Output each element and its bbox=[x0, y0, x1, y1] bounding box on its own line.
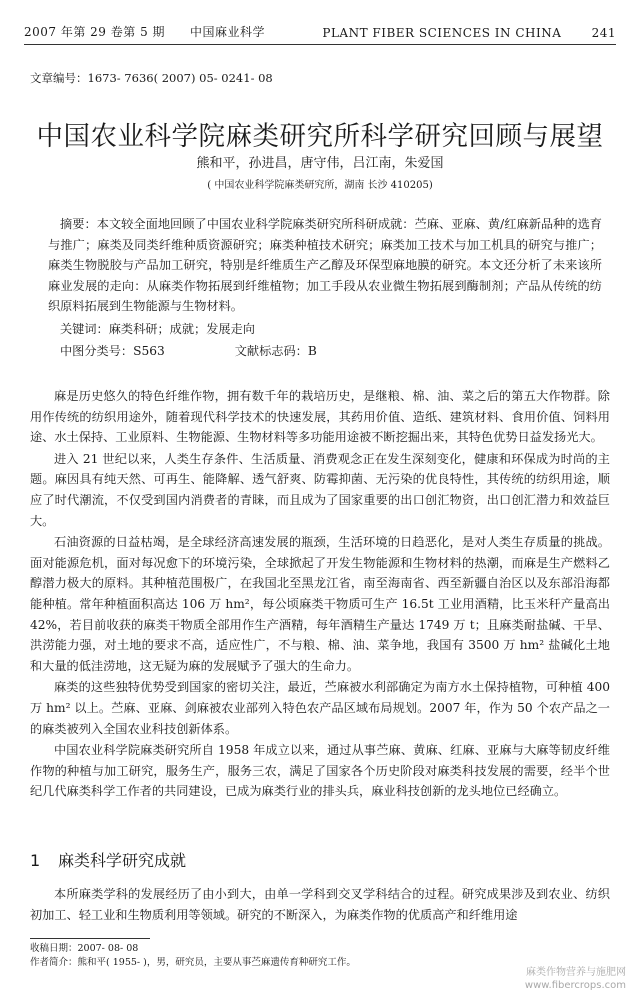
watermark-line-1: 麻类作物营养与施肥网 bbox=[526, 967, 626, 978]
page-number: 241 bbox=[591, 26, 616, 40]
body-paragraph: 进入 21 世纪以来，人类生存条件、生活质量、消费观念正在发生深刻变化，健康和环保成为时尚的主题。麻因具有纯天然、可再生、能降解、透气舒爽、防霉抑菌、无污染的优良特性，其传统的纺织用途，顺应了时代潮流，不仅受到国内消费者的青睐，而且成为了国家重要的出口创汇物资，出口创汇潜力和效益巨大。 bbox=[30, 451, 610, 528]
author-affiliation: ( 中国农业科学院麻类研究所，湖南 长沙 410205) bbox=[207, 180, 433, 191]
section-number: 1 bbox=[30, 851, 41, 870]
paper-title: 中国农业科学院麻类研究所科学研究回顾与展望 bbox=[36, 121, 604, 152]
keywords: 关键词：麻类科研；成就；发展走向 bbox=[60, 322, 255, 336]
body-paragraph: 麻是历史悠久的特色纤维作物，拥有数千年的栽培历史，是继粮、棉、油、菜之后的第五大作物群。除用作传统的纺织用途外，随着现代科学技术的快速发展，其药用价值、造纸、建筑材料、食用价值、饲料用途、水土保持、工业原料、生物能源、生物材料等多功能用途被不断挖掘出来，其特色优势日益发扬光大。 bbox=[30, 389, 610, 445]
body-paragraph: 麻类的这些独特优势受到国家的密切关注，最近，苎麻被水利部确定为南方水土保持植物，可种植 400 万 hm² 以上。苎麻、亚麻、剑麻被农业部列入特色农产品区域布局规划。2007 年，作为 50 个农产品之一的麻类被列入全国农业科技创新体系。 bbox=[30, 680, 610, 736]
body-paragraph: 石油资源的日益枯竭，是全球经济高速发展的瓶颈，生活环境的日趋恶化，是对人类生存质量的挑战。面对能源危机，面对每况愈下的环境污染，全球掀起了开发生物能源和生物材料的热潮，而麻是生产燃料乙醇潜力极大的原料。其种植范围极广，在我国北至黑龙江省，南至海南省、西至新疆自治区以及东部沿海都能种植。常年种植面积高达 106 万 hm²，每公顷麻类干物质可生产 16.5t 工业用酒精，比玉米秆产量高出 42%，若目前收获的麻类干物质全部用作生产酒精，每年酒精生产量达 1749 万 t；且麻类耐盐碱、干旱、洪涝能力强，对土地的要求不高，适应性广，不与粮、棉、油、菜争地，我国有 3500 万 hm² 盐碱化土地和大量的低洼涝地，这无疑为麻的发展赋予了强大的生命力。 bbox=[30, 535, 610, 673]
header-journal-english: PLANT FIBER SCIENCES IN CHINA bbox=[322, 26, 562, 40]
document-code: 文献标志码：B bbox=[234, 344, 317, 358]
site-watermark bbox=[525, 966, 626, 992]
body-text bbox=[30, 386, 610, 802]
classification-line bbox=[60, 342, 317, 359]
received-date: 收稿日期：2007- 08- 08 bbox=[30, 943, 139, 954]
author-bio: 作者简介：熊和平( 1955- )，男，研究员，主要从事苎麻遗传育种研究工作。 bbox=[30, 957, 356, 968]
author-list: 熊和平，孙进昌，唐守伟，吕江南，朱爱国 bbox=[196, 156, 444, 171]
article-number: 文章编号：1673- 7636( 2007) 05- 0241- 08 bbox=[30, 71, 273, 85]
footnote-divider bbox=[30, 938, 150, 939]
abstract-text: 摘要：本文较全面地回顾了中国农业科学院麻类研究所科研成就：苎麻、亚麻、黄/红麻新品种的选育与推广；麻类及同类纤维种质资源研究；麻类种植技术研究；麻类加工技术与加工机具的研究与推广；麻类生物脱胶与产品加工研究，特别是纤维质生产乙醇及环保型麻地膜的研究。本文还分析了未来该所麻业发展的走向：从麻类作物拓展到纤维植物；加工手段从农业微生物拓展到酶制剂；产品从传统的纺织原料拓展到生物能源与生物材料。 bbox=[48, 217, 602, 313]
section-paragraph: 本所麻类学科的发展经历了由小到大，由单一学科到交叉学科结合的过程。研究成果涉及到农业、纺织初加工、轻工业和生物质利用等领域。研究的不断深入，为麻类作物的优质高产和纤维用途 bbox=[30, 887, 610, 922]
section-body bbox=[30, 884, 610, 925]
section-title: 麻类科学研究成就 bbox=[58, 851, 187, 870]
running-header bbox=[24, 18, 616, 45]
footnotes bbox=[30, 942, 356, 970]
header-issue-journal: 2007 年第 29 卷第 5 期 中国麻业科学 bbox=[24, 25, 266, 39]
clc-number: 中图分类号：S563 bbox=[60, 344, 165, 358]
abstract bbox=[48, 214, 602, 317]
watermark-line-2: www.fibercrops.com bbox=[524, 980, 626, 991]
section-heading bbox=[30, 848, 186, 871]
header-right bbox=[322, 26, 616, 40]
body-paragraph: 中国农业科学院麻类研究所自 1958 年成立以来，通过从事苎麻、黄麻、红麻、亚麻与大麻等韧皮纤维作物的种植与加工研究，服务生产，服务三农，满足了国家各个历史阶段对麻类科技发展的需要，经半个世纪几代麻类科学工作者的共同建设，已成为麻类行业的排头兵，麻业科技创新的龙头地位已经确立。 bbox=[30, 743, 610, 799]
